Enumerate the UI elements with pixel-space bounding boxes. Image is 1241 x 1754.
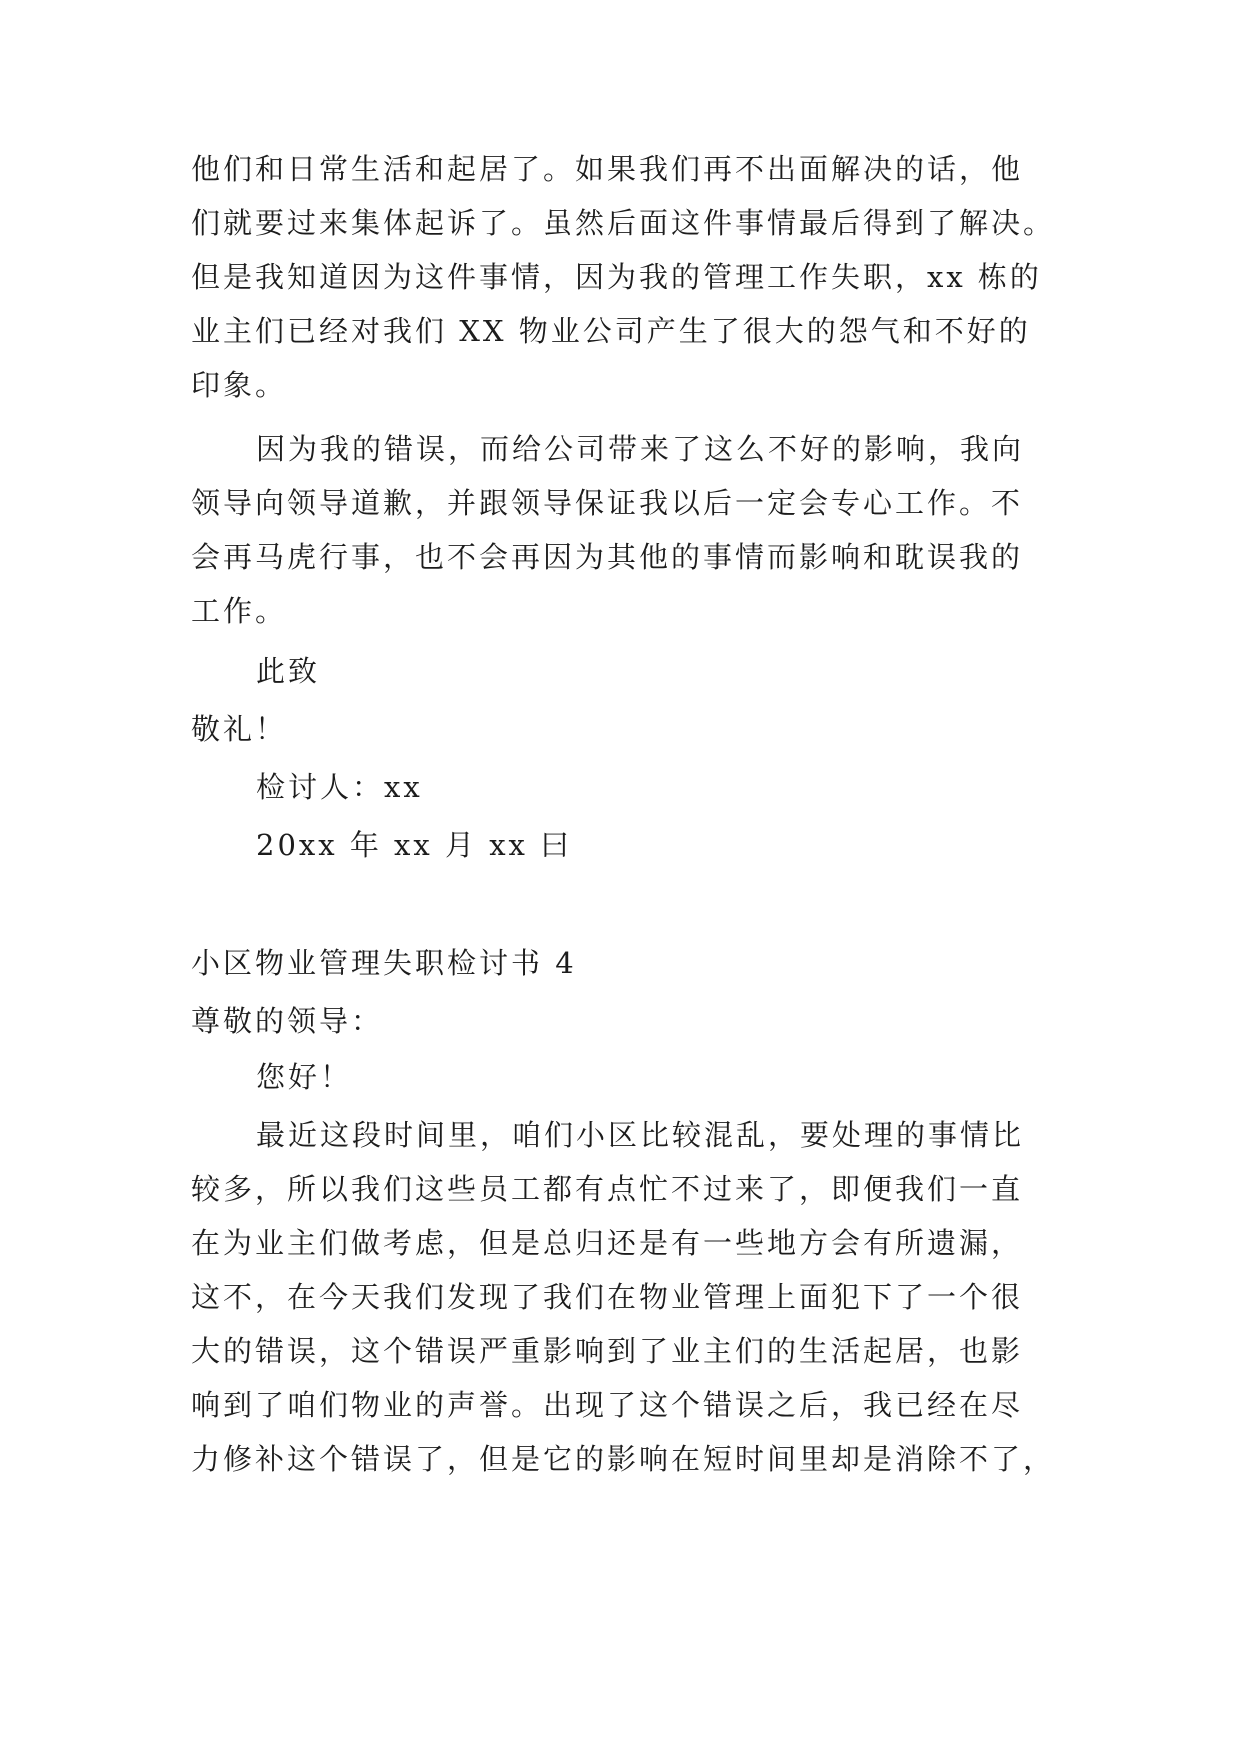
letter-title: 小区物业管理失职检讨书 4 [191, 946, 577, 980]
paragraph-line: 工作。 [191, 594, 288, 628]
paragraph-line: 业主们已经对我们 XX 物业公司产生了很大的怨气和不好的 [191, 314, 1031, 348]
paragraph-line: 响到了咱们物业的声誉。出现了这个错误之后，我已经在尽 [191, 1388, 1024, 1422]
paragraph-line: 们就要过来集体起诉了。虽然后面这件事情最后得到了解决。 [191, 206, 1056, 240]
salutation: 尊敬的领导： [191, 1004, 384, 1038]
signer: 检讨人：xx [256, 770, 423, 804]
paragraph-line: 最近这段时间里，咱们小区比较混乱，要处理的事情比 [256, 1118, 1025, 1152]
paragraph-line: 会再马虎行事，也不会再因为其他的事情而影响和耽误我的 [191, 540, 1024, 574]
paragraph-line: 但是我知道因为这件事情，因为我的管理工作失职，xx 栋的 [191, 260, 1042, 294]
closing-cizhi: 此致 [256, 654, 321, 688]
paragraph-line: 力修补这个错误了，但是它的影响在短时间里却是消除不了， [191, 1442, 1056, 1476]
paragraph-line: 因为我的错误，而给公司带来了这么不好的影响，我向 [256, 432, 1025, 466]
paragraph-line: 这不，在今天我们发现了我们在物业管理上面犯下了一个很 [191, 1280, 1024, 1314]
paragraph-line: 他们和日常生活和起居了。如果我们再不出面解决的话，他 [191, 152, 1024, 186]
signature-date: 20xx 年 xx 月 xx 曰 [256, 828, 573, 862]
paragraph-line: 较多，所以我们这些员工都有点忙不过来了，即便我们一直 [191, 1172, 1024, 1206]
paragraph-line: 大的错误，这个错误严重影响到了业主们的生活起居，也影 [191, 1334, 1024, 1368]
paragraph-line: 在为业主们做考虑，但是总归还是有一些地方会有所遗漏， [191, 1226, 1024, 1260]
greeting: 您好！ [256, 1060, 353, 1094]
closing-jingli: 敬礼！ [191, 712, 288, 746]
paragraph-line: 领导向领导道歉，并跟领导保证我以后一定会专心工作。不 [191, 486, 1024, 520]
paragraph-line: 印象。 [191, 368, 288, 402]
